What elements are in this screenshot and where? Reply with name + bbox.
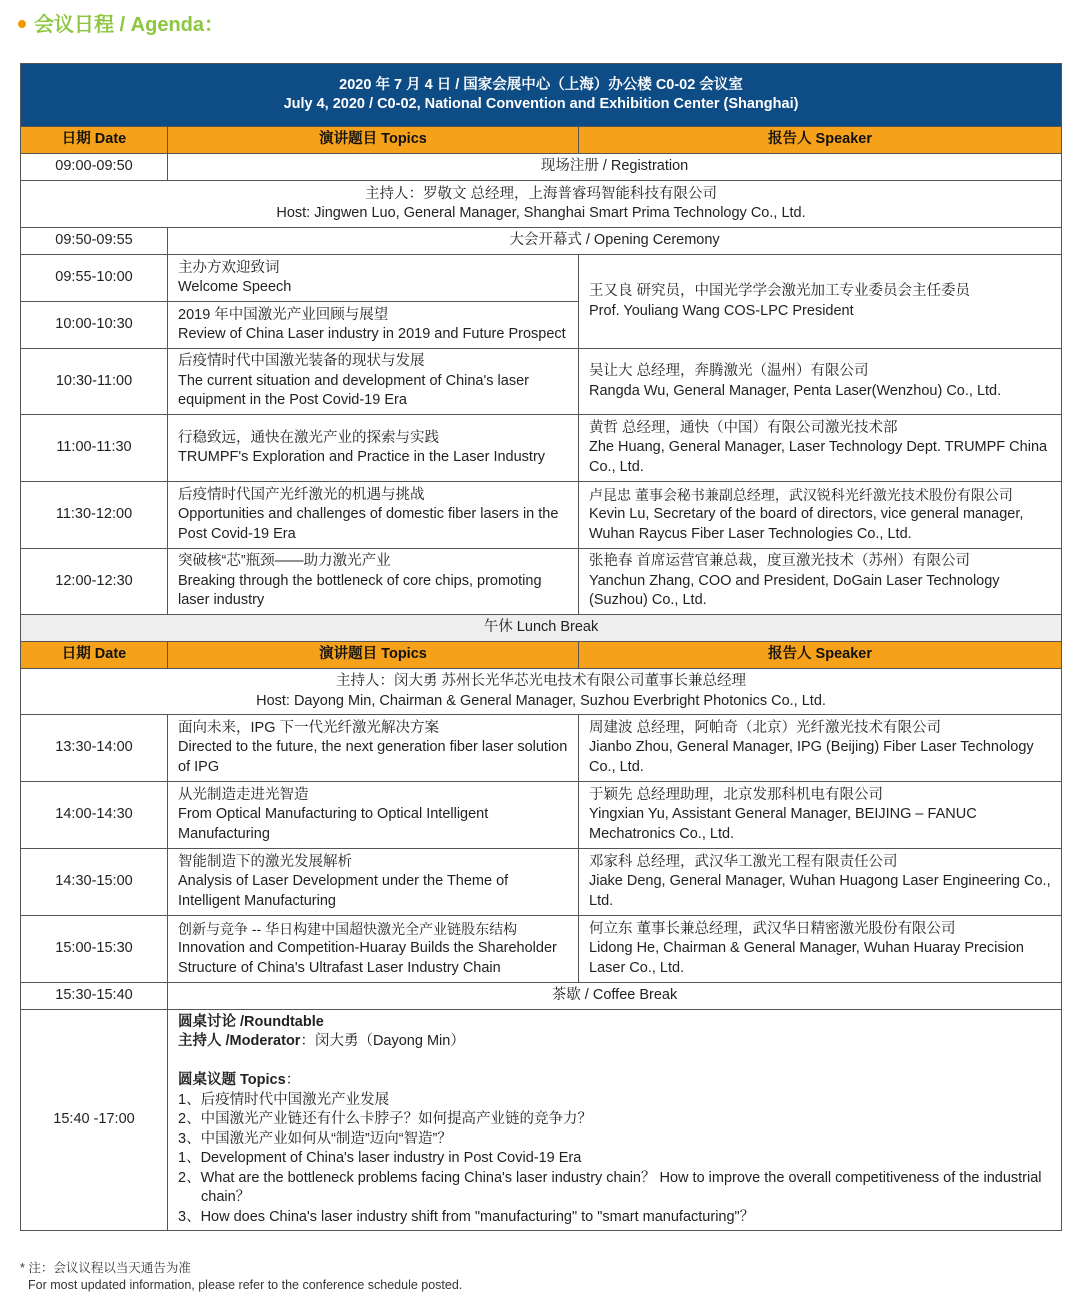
footnote	[20, 1260, 462, 1294]
header-date: 日期 Date	[21, 127, 168, 154]
speaker-en: Yingxian Yu, Assistant General Manager, BEIJING – FANUC Mechatronics Co., Ltd.	[589, 806, 977, 842]
table-row	[21, 349, 1062, 415]
agenda-table	[20, 63, 1062, 1231]
table-row	[21, 482, 1062, 549]
roundtable-topic: 3、中国激光产业如何从“制造”迈向“智造”？	[178, 1130, 452, 1147]
roundtable-topic: 2、中国激光产业链还有什么卡脖子？如何提高产业链的竞争力？	[178, 1111, 593, 1128]
topic-cn: 2019 年中国激光产业回顾与展望	[178, 306, 389, 323]
bullet-dot-icon	[18, 20, 26, 28]
topic-en: Directed to the future, the next generation ﬁber laser solution of IPG	[178, 739, 568, 775]
topic-en: Welcome Speech	[178, 279, 292, 295]
topic-cell	[168, 349, 579, 415]
time-cell: 15:40 -17:00	[21, 1010, 168, 1231]
topics-label: 圆桌议题 Topics	[178, 1072, 286, 1089]
host-en: Host: Jingwen Luo, General Manager, Shanghai Smart Prima Technology Co., Ltd.	[276, 205, 806, 221]
topic-cn: 行稳致远，通快在激光产业的探索与实践	[178, 429, 439, 446]
speaker-cn: 张艳春 首席运营官兼总裁，度亘激光技术（苏州）有限公司	[589, 553, 971, 570]
topic-cell	[168, 482, 579, 549]
table-row	[21, 715, 1062, 782]
time-cell: 13:30-14:00	[21, 715, 168, 782]
table-row	[21, 669, 1062, 715]
table-row	[21, 255, 1062, 302]
table-row	[21, 1010, 1062, 1231]
topic-cell	[168, 415, 579, 482]
speaker-cell	[579, 482, 1062, 549]
speaker-cell	[579, 255, 1062, 349]
roundtable-topics-heading	[178, 1071, 1051, 1091]
table-row	[21, 415, 1062, 482]
lunch-row	[21, 615, 1062, 642]
speaker-cn: 于颖先 总经理助理，北京发那科机电有限公司	[589, 786, 884, 803]
banner-line-en: July 4, 2020 / C0-02, National Convention and Exhibition Center (Shanghai)	[283, 96, 799, 112]
topic-en: Review of China Laser industry in 2019 and Future Prospect	[178, 326, 566, 342]
table-row	[21, 916, 1062, 983]
header-speaker: 报告人 Speaker	[579, 127, 1062, 154]
roundtable-moderator	[178, 1032, 1051, 1052]
roundtable-topic: 1、Development of China's laser industry in Post Covid-19 Era	[178, 1150, 582, 1167]
header-topics: 演讲题目 Topics	[168, 127, 579, 154]
speaker-en: Rangda Wu, General Manager, Penta Laser(Wenzhou) Co., Ltd.	[589, 382, 1002, 399]
topic-cn: 从光制造走进光智造	[178, 786, 309, 803]
roundtable-topic: 3、How does China's laser industry shift from "manufacturing" to "smart manufacturing"？	[178, 1208, 755, 1225]
speaker-cell	[579, 349, 1062, 415]
speaker-cn: 黄哲 总经理，通快（中国）有限公司激光技术部	[589, 419, 898, 436]
page-title	[18, 8, 224, 37]
host-cn: 主持人：闵大勇 苏州长光华芯光电技术有限公司董事长兼总经理	[335, 673, 747, 689]
host-cell	[21, 669, 1062, 715]
topic-cell	[168, 302, 579, 349]
host-cn: 主持人：罗敬文 总经理，上海普睿玛智能科技有限公司	[364, 185, 718, 202]
table-row	[21, 849, 1062, 916]
topic-en: The current situation and development of China's laser equipment in the Post Covid-19 Era	[178, 372, 529, 409]
table-row	[21, 549, 1062, 615]
speaker-en: Lidong He, Chairman & General Manager, Wuhan Huaray Precision Laser Co., Ltd.	[589, 940, 1024, 976]
speaker-cell	[579, 549, 1062, 615]
table-row	[21, 228, 1062, 255]
footnote-cn: * 注：会议议程以当天通告为准	[20, 1261, 191, 1275]
time-cell: 11:30-12:00	[21, 482, 168, 549]
page-title-text: 会议日程 / Agenda：	[34, 14, 225, 36]
time-cell: 10:00-10:30	[21, 302, 168, 349]
header-speaker: 报告人 Speaker	[579, 642, 1062, 669]
table-row	[21, 181, 1062, 228]
speaker-cn: 卢昆忠 董事会秘书兼副总经理，武汉锐科光纤激光技术股份有限公司	[589, 486, 1013, 503]
topic-cn: 面向未来，IPG 下一代光纤激光解决方案	[178, 719, 440, 736]
topic-en: Innovation and Competition-Huaray Builds the Shareholder Structure of China's Ultrafast Laser Industry Chain	[178, 940, 557, 976]
roundtable-topic: 2、What are the bottleneck problems facing China's laser industry chain？ How to improve the overall competitiveness of the industrial chain？	[178, 1169, 1042, 1206]
moderator-label: 主持人 /Moderator	[178, 1033, 301, 1050]
spacer	[178, 1052, 1051, 1072]
speaker-cell	[579, 916, 1062, 983]
time-cell: 09:55-10:00	[21, 255, 168, 302]
host-cell	[21, 181, 1062, 228]
speaker-en: Zhe Huang, General Manager, Laser Technology Dept. TRUMPF China Co., Ltd.	[589, 439, 1048, 475]
lunch-break-cell: 午休 Lunch Break	[21, 615, 1062, 642]
time-cell: 11:00-11:30	[21, 415, 168, 482]
time-cell: 12:00-12:30	[21, 549, 168, 615]
header-row	[21, 127, 1062, 154]
banner-row	[21, 64, 1062, 127]
topic-en: Breaking through the bottleneck of core chips, promoting laser industry	[178, 572, 542, 609]
time-cell: 15:00-15:30	[21, 916, 168, 983]
opening-cell: 大会开幕式 / Opening Ceremony	[168, 228, 1062, 255]
topic-cell	[168, 255, 579, 302]
footnote-en: For most updated information, please refer to the conference schedule posted.	[28, 1278, 463, 1292]
topic-cell	[168, 715, 579, 782]
table-row	[21, 154, 1062, 181]
banner-line-cn: 2020 年 7 月 4 日 / 国家会展中心（上海）办公楼 C0-02 会议室	[339, 76, 743, 93]
time-cell: 09:00-09:50	[21, 154, 168, 181]
topic-cell	[168, 916, 579, 983]
host-en: Host: Dayong Min, Chairman & General Manager, Suzhou Everbright Photonics Co., Ltd.	[256, 692, 826, 709]
topic-cn: 主办方欢迎致词	[178, 259, 280, 276]
topic-cell	[168, 549, 579, 615]
topic-cell	[168, 782, 579, 849]
time-cell: 10:30-11:00	[21, 349, 168, 415]
speaker-cell	[579, 782, 1062, 849]
topic-cn: 突破核“芯”瓶颈——助力激光产业	[178, 553, 391, 570]
speaker-en: Prof. Youliang Wang COS-LPC President	[589, 302, 854, 319]
time-cell: 15:30-15:40	[21, 983, 168, 1010]
topic-en: TRUMPF's Exploration and Practice in the Laser Industry	[178, 449, 546, 465]
banner	[21, 64, 1062, 127]
topic-en: Opportunities and challenges of domestic ﬁber lasers in the Post Covid-19 Era	[178, 506, 559, 542]
table-row	[21, 782, 1062, 849]
header-topics: 演讲题目 Topics	[168, 642, 579, 669]
speaker-cell	[579, 849, 1062, 916]
speaker-cn: 王又良 研究员，中国光学学会激光加工专业委员会主任委员	[589, 283, 971, 299]
speaker-en: Yanchun Zhang, COO and President, DoGain Laser Technology (Suzhou) Co., Ltd.	[589, 572, 1000, 609]
speaker-en: Kevin Lu, Secretary of the board of directors, vice general manager, Wuhan Raycus Fiber Laser Technologies Co., Ltd.	[589, 506, 1024, 542]
speaker-en: Jianbo Zhou, General Manager, IPG (Beijing) Fiber Laser Technology Co., Ltd.	[589, 739, 1034, 775]
speaker-en: Jiake Deng, General Manager, Wuhan Huagong Laser Engineering Co., Ltd.	[589, 873, 1051, 909]
time-cell: 14:30-15:00	[21, 849, 168, 916]
roundtable-cell	[168, 1010, 1062, 1231]
registration-cell: 现场注册 / Registration	[168, 154, 1062, 181]
header-date: 日期 Date	[21, 642, 168, 669]
moderator-value: ：闵大勇（Dayong Min）	[300, 1033, 465, 1050]
roundtable-title: 圆桌讨论 /Roundtable	[178, 1013, 324, 1030]
header-row	[21, 642, 1062, 669]
topic-cn: 后疫情时代中国激光装备的现状与发展	[178, 353, 425, 370]
topic-en: Analysis of Laser Development under the Theme of Intelligent Manufacturing	[178, 873, 509, 909]
speaker-cn: 何立东 董事长兼总经理，武汉华日精密激光股份有限公司	[589, 920, 956, 937]
table-row	[21, 983, 1062, 1010]
time-cell: 09:50-09:55	[21, 228, 168, 255]
roundtable-topic: 1、后疫情时代中国激光产业发展	[178, 1091, 390, 1108]
speaker-cn: 邓家科 总经理，武汉华工激光工程有限责任公司	[589, 853, 898, 870]
speaker-cn: 吴让大 总经理，奔腾激光（温州）有限公司	[589, 363, 869, 379]
topic-cn: 智能制造下的激光发展解析	[178, 853, 352, 870]
topic-cn: 创新与竞争 -- 华日构建中国超快激光全产业链股东结构	[178, 920, 518, 937]
coffee-break-cell: 茶歇 / Coffee Break	[168, 983, 1062, 1010]
speaker-cell	[579, 715, 1062, 782]
topics-colon: ：	[285, 1072, 301, 1089]
topic-cell	[168, 849, 579, 916]
speaker-cell	[579, 415, 1062, 482]
speaker-cn: 周建波 总经理，阿帕奇（北京）光纤激光技术有限公司	[589, 719, 942, 736]
topic-cn: 后疫情时代国产光纤激光的机遇与挑战	[178, 486, 425, 503]
time-cell: 14:00-14:30	[21, 782, 168, 849]
topic-en: From Optical Manufacturing to Optical Intelligent Manufacturing	[178, 806, 489, 842]
